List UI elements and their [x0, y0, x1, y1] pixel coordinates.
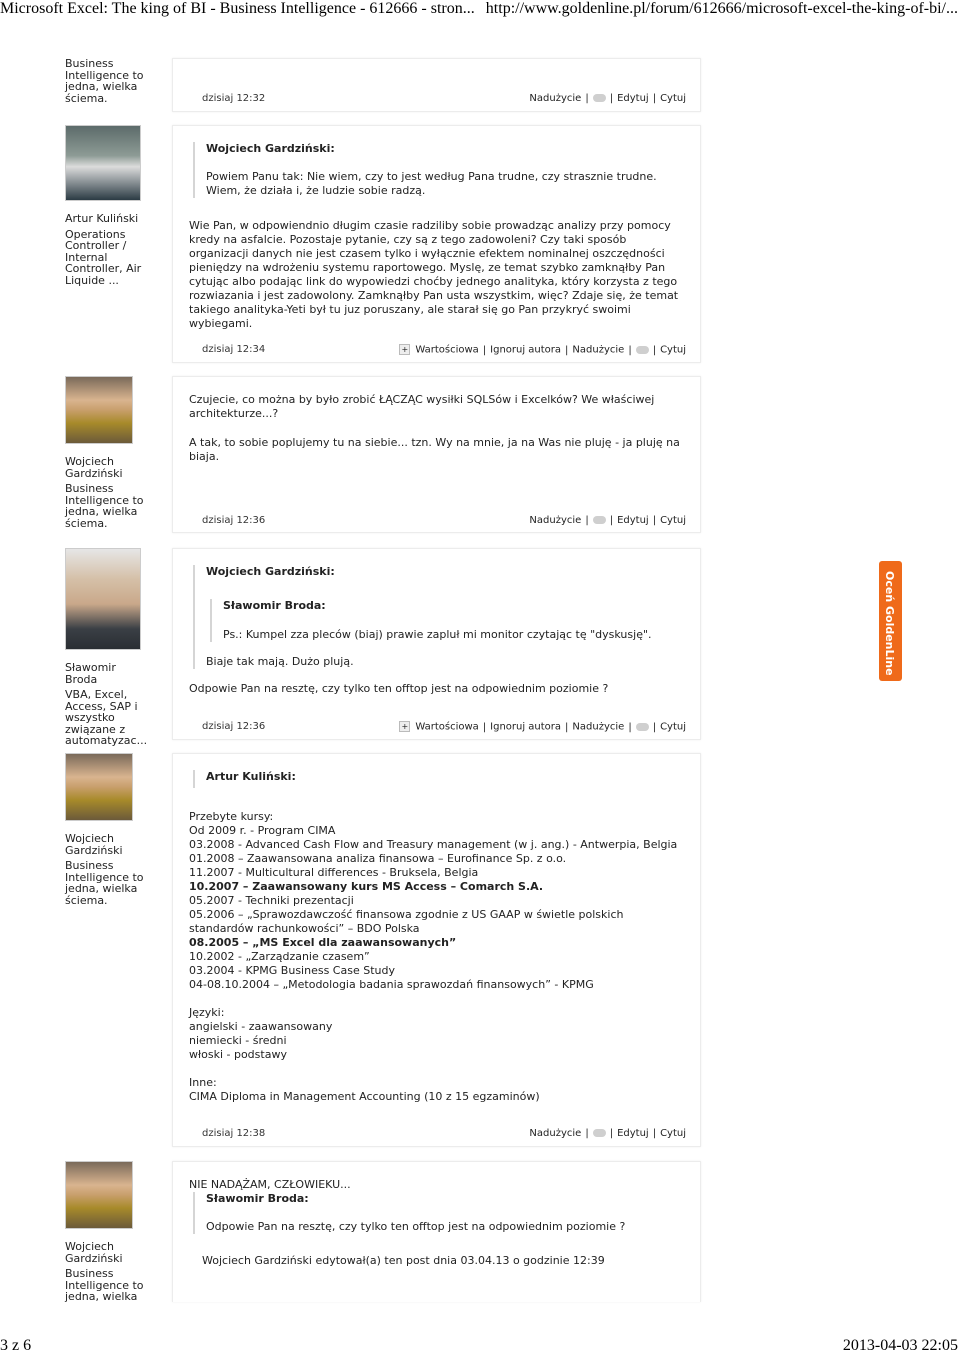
post-date: dzisiaj 12:36	[202, 515, 266, 526]
post-text: NIE NADĄŻAM, CZŁOWIEKU...	[189, 1178, 351, 1191]
post	[172, 1161, 701, 1302]
post-actions: Nadużycie | | Edytuj | Cytuj	[529, 93, 686, 104]
edit-link[interactable]: Edytuj	[617, 93, 649, 104]
post-date: dzisiaj 12:32	[202, 93, 266, 104]
nested-quote-block	[210, 599, 684, 642]
author-name[interactable]: Sławomir Broda	[65, 661, 116, 686]
quote-author: Wojciech Gardziński:	[206, 565, 335, 578]
post-text: Wie Pan, w odpowiendnio długim czasie radziliby sobie prowadząc analizy przy pomocy kredy na asfalcie. Pozostaje pytanie, czy są z tego zadowoleni? Czy taki sposób organizacji danych nie jest czasem tylko i wyłącznie efektem nominalnej oszczędności pieniędzy na wdrożeniu systemu raportowego. Myslę, ze temat szybko zamknąłby Pan cytując albo podając link do wypowiedzi choćby jednego analityka, który korzysta z tego rozwiazania i jest zadowolony. Zamknąłby Pan usta wszystkim, więc? Zdaje się, że temat takiego analityka-Yeti był tu juz poruszany, ale starał się go Pan przykryć swoimi wybiegami.	[189, 219, 679, 330]
post-author	[65, 125, 145, 286]
course-item: Od 2009 r. - Program CIMA	[189, 824, 336, 837]
quote-block	[193, 770, 684, 788]
post-text: Czujecie, co można by było zrobić ŁĄCZĄC wysiłki SQLSów i Excelków? We właściwej architekturze...?	[189, 393, 655, 420]
author-name[interactable]: Wojciech Gardziński	[65, 455, 123, 480]
author-title: Operations Controller / Internal Controller, Air Liquide ...	[65, 227, 142, 287]
report-link[interactable]: Nadużycie	[529, 1128, 582, 1139]
quote-author: Artur Kuliński:	[206, 770, 296, 783]
post-date: dzisiaj 12:34	[202, 344, 266, 355]
course-item: 03.2004 - KPMG Business Case Study	[189, 964, 395, 977]
post-date: dzisiaj 12:38	[202, 1128, 266, 1139]
quote-author: Sławomir Broda:	[223, 599, 326, 612]
quote-author: Sławomir Broda:	[206, 1192, 309, 1205]
plus-icon: +	[399, 344, 410, 355]
avatar[interactable]	[65, 548, 141, 650]
ignore-author-link[interactable]: Ignoruj autora	[490, 344, 562, 356]
course-item: 10.2002 - „Zarządzanie czasem”	[189, 950, 370, 963]
quote-text: Powiem Panu tak: Nie wiem, czy to jest według Pana trudne, czy strasznie trudne. Wiem, że działa i, że ludzie sobie radzą.	[206, 170, 657, 197]
report-link[interactable]: Nadużycie	[529, 93, 582, 104]
course-item: 08.2005 – „MS Excel dla zaawansowanych”	[189, 936, 457, 949]
languages-heading: Języki:	[189, 1006, 225, 1019]
course-item: 04-08.10.2004 – „Metodologia badania sprawozdań finansowych” - KPMG	[189, 978, 594, 991]
post-text: A tak, to sobie poplujemy tu na siebie... tzn. Wy na mnie, ja na Was nie pluję - ja pluję na biaja.	[189, 436, 680, 463]
author-title: Business Intelligence to jedna, wielka ściema.	[65, 859, 144, 907]
author-name[interactable]: Wojciech Gardziński	[65, 1240, 123, 1265]
post-author	[65, 58, 145, 104]
page-title: Microsoft Excel: The king of BI - Business Intelligence - 612666 - stron...	[0, 0, 475, 17]
message-icon[interactable]	[593, 516, 606, 524]
report-link[interactable]: Nadużycie	[572, 344, 625, 356]
languages-list	[189, 1020, 684, 1062]
report-link[interactable]: Nadużycie	[572, 721, 625, 733]
post-meta	[202, 515, 686, 529]
post	[172, 753, 701, 1147]
quote-block	[193, 565, 684, 669]
message-icon[interactable]	[636, 346, 649, 354]
post-meta	[202, 344, 686, 358]
author-title: VBA, Excel, Access, SAP i wszystko związane z automatyzac...	[65, 688, 148, 747]
post-meta	[202, 721, 686, 735]
post-actions: + Wartościowa | Ignoruj autora | Nadużycie | | Cytuj	[399, 721, 686, 733]
page-url[interactable]: http://www.goldenline.pl/forum/612666/microsoft-excel-the-king-of-bi/...	[485, 0, 958, 17]
other-text: CIMA Diploma in Management Accounting (10 z 15 egzaminów)	[189, 1090, 540, 1103]
valuable-link[interactable]: Wartościowa	[415, 721, 479, 733]
course-item: 05.2006 – „Sprawozdawczość finansowa zgodnie z US GAAP w świetle polskich standardów rachunkowości” – BDO Polska	[189, 908, 624, 935]
language-item: niemiecki - średni	[189, 1034, 287, 1047]
print-footer	[0, 1337, 960, 1357]
quote-text: Ps.: Kumpel zza pleców (biaj) prawie zapluł mi monitor czytając tę "dyskusję".	[223, 628, 652, 641]
quote-text: Biaje tak mają. Dużo plują.	[206, 655, 354, 668]
author-name[interactable]: Artur Kuliński	[65, 212, 139, 225]
quote-link[interactable]: Cytuj	[660, 721, 686, 733]
course-item: 10.2007 – Zaawansowany kurs MS Access – Comarch S.A.	[189, 880, 544, 893]
post	[172, 125, 701, 363]
post	[172, 376, 701, 533]
quote-link[interactable]: Cytuj	[660, 344, 686, 356]
avatar[interactable]	[65, 1161, 133, 1229]
plus-icon: +	[399, 721, 410, 732]
post-author	[65, 376, 145, 529]
author-title: Business Intelligence to jedna, wielka ściema.	[65, 482, 144, 530]
course-item: 01.2008 – Zaawansowana analiza finansowa – Eurofinance Sp. z o.o.	[189, 852, 567, 865]
courses-list	[189, 824, 684, 992]
post-actions: Nadużycie | | Edytuj | Cytuj	[529, 515, 686, 526]
quote-block	[193, 1192, 684, 1234]
rate-goldenline-tab[interactable]	[879, 561, 902, 681]
print-datetime: 2013-04-03 22:05	[842, 1337, 958, 1354]
author-title: Business Intelligence to jedna, wielka	[65, 1267, 144, 1303]
course-item: 11.2007 - Multicultural differences - Bruksela, Belgia	[189, 866, 479, 879]
edit-link[interactable]: Edytuj	[617, 515, 649, 526]
ignore-author-link[interactable]: Ignoruj autora	[490, 721, 562, 733]
message-icon[interactable]	[636, 723, 649, 731]
edit-note: Wojciech Gardziński edytował(a) ten post dnia 03.04.13 o godzinie 12:39	[202, 1254, 605, 1267]
post-date: dzisiaj 12:36	[202, 721, 266, 732]
author-title: Business Intelligence to jedna, wielka ściema.	[65, 57, 144, 105]
page-number: 3 z 6	[0, 1337, 32, 1354]
quote-link[interactable]: Cytuj	[660, 93, 686, 104]
post	[172, 58, 701, 112]
post-meta	[202, 93, 686, 107]
message-icon[interactable]	[593, 1129, 606, 1137]
post-actions: Nadużycie | | Edytuj | Cytuj	[529, 1128, 686, 1139]
post-author	[65, 548, 148, 747]
quote-block	[193, 142, 684, 198]
print-header	[0, 0, 960, 18]
edit-link[interactable]: Edytuj	[617, 1128, 649, 1139]
quote-text: Odpowie Pan na resztę, czy tylko ten offtop jest na odpowiednim poziomie ?	[206, 1220, 626, 1233]
avatar[interactable]	[65, 376, 133, 444]
post-actions: + Wartościowa | Ignoruj autora | Nadużycie | | Cytuj	[399, 344, 686, 356]
post-author	[65, 753, 145, 906]
post-text: Odpowie Pan na resztę, czy tylko ten offtop jest na odpowiednim poziomie ?	[189, 682, 609, 695]
quote-link[interactable]: Cytuj	[660, 515, 686, 526]
post	[172, 548, 701, 740]
report-link[interactable]: Nadużycie	[529, 515, 582, 526]
valuable-link[interactable]: Wartościowa	[415, 344, 479, 356]
avatar[interactable]	[65, 125, 141, 201]
course-item: 05.2007 - Techniki prezentacji	[189, 894, 354, 907]
quote-author: Wojciech Gardziński:	[206, 142, 335, 155]
author-name[interactable]: Wojciech Gardziński	[65, 832, 123, 857]
language-item: angielski - zaawansowany	[189, 1020, 333, 1033]
quote-link[interactable]: Cytuj	[660, 1128, 686, 1139]
avatar[interactable]	[65, 753, 133, 821]
rate-tab-label: Oceń GoldenLine	[883, 571, 896, 676]
other-heading: Inne:	[189, 1076, 217, 1089]
courses-heading: Przebyte kursy:	[189, 810, 274, 823]
language-item: włoski - podstawy	[189, 1048, 287, 1061]
post-author	[65, 1161, 145, 1303]
post-meta	[202, 1128, 686, 1142]
course-item: 03.2008 - Advanced Cash Flow and Treasury management (w j. ang.) - Antwerpia, Belgia	[189, 838, 678, 851]
message-icon[interactable]	[593, 94, 606, 102]
